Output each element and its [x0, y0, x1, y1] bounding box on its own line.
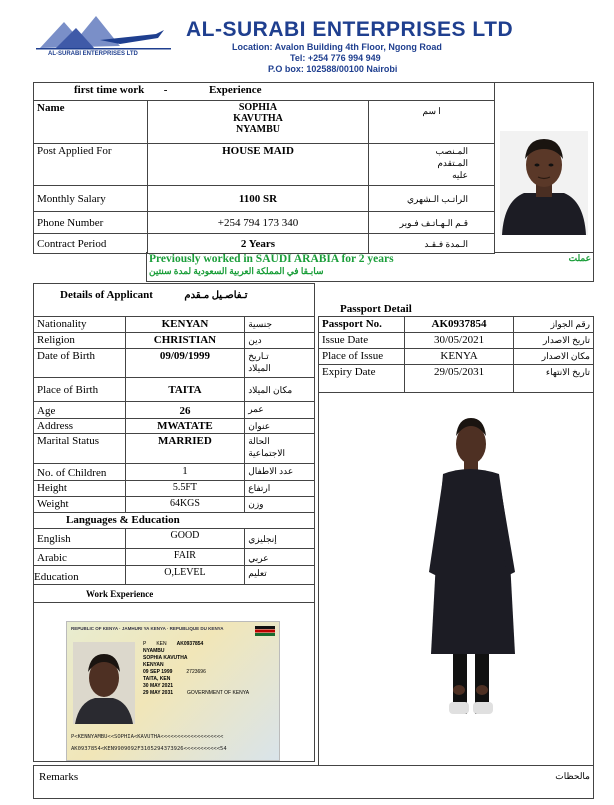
place-issue-arabic: مكان الاصدار — [514, 349, 594, 365]
weight-label: Weight — [34, 497, 126, 513]
passport-card-code: KEN — [156, 641, 167, 647]
height-arabic: ارتفاع — [245, 481, 315, 497]
company-location: Location: Avalon Building 4th Floor, Ngong Road — [232, 42, 442, 52]
applicant-heading: Details of Applicant — [60, 289, 153, 301]
name-value: SOPHIA KAVUTHA NYAMBU — [147, 101, 368, 144]
contract-value: 2 Years — [147, 234, 368, 254]
salary-arabic: الراتـب الـشهري — [369, 186, 495, 212]
remarks-label: Remarks — [39, 771, 79, 783]
experience-note: Previously worked in SAUDI ARABIA for 2 years — [149, 253, 394, 265]
marital-value: MARRIED — [125, 434, 245, 464]
phone-value: +254 794 173 340 — [147, 212, 368, 234]
place-issue-value: KENYA — [404, 349, 514, 365]
remarks-row — [33, 765, 594, 799]
education-value: O,LEVEL — [125, 566, 245, 585]
english-value: GOOD — [125, 529, 245, 549]
remarks-arabic: مالحظات — [555, 771, 590, 781]
expiry-arabic: تاريخ الانتهاء — [514, 365, 594, 393]
age-label: Age — [34, 402, 126, 419]
age-value: 26 — [125, 402, 245, 419]
passport-card-surname: NYAMBU — [143, 648, 165, 654]
passport-no-label: Passport No. — [319, 317, 405, 333]
marital-label: Marital Status — [34, 434, 126, 464]
contract-arabic: الـمدة فـقـد — [369, 234, 495, 254]
applicant-heading-arabic: تـفاصـيل مـقدم — [184, 290, 248, 301]
issue-date-arabic: تاريخ الاصدار — [514, 333, 594, 349]
post-arabic: المـنصب المـتقدم عليه — [369, 144, 495, 186]
salary-label: Monthly Salary — [34, 186, 148, 212]
languages-heading: Languages & Education — [34, 513, 315, 529]
post-value: HOUSE MAID — [147, 144, 368, 186]
issue-date-label: Issue Date — [319, 333, 405, 349]
phone-arabic: قـم الـهـاتـف فـوير — [369, 212, 495, 234]
contract-label: Contract Period — [34, 234, 148, 254]
height-value: 5.5FT — [125, 481, 245, 497]
passport-card-issue: 30 MAY 2021 — [143, 683, 174, 689]
logo-text: AL-SURABI ENTERPRISES LTD — [48, 51, 138, 57]
weight-value: 64KGS — [125, 497, 245, 513]
education-label: Education — [34, 566, 126, 585]
name-label: Name — [34, 101, 148, 144]
experience-note-arabic: سابـقا في المملكة العربية السعودية لمدة سنتين — [149, 266, 324, 276]
post-label: Post Applied For — [34, 144, 148, 186]
religion-label: Religion — [34, 333, 126, 349]
english-label: English — [34, 529, 126, 549]
arabic-arabic: عربي — [245, 549, 315, 566]
applicant-full-body-icon — [319, 392, 595, 766]
pob-value: TAITA — [125, 378, 245, 402]
passport-card-dob: 09 SEP 1999 — [143, 669, 173, 675]
children-label: No. of Children — [34, 464, 126, 481]
mountain-plane-icon — [36, 12, 171, 67]
nationality-label: Nationality — [34, 317, 126, 333]
religion-arabic: دين — [245, 333, 315, 349]
kenya-flag-icon — [255, 626, 275, 636]
company-name: AL-SURABI ENTERPRISES LTD — [186, 18, 514, 41]
dob-label: Date of Birth — [34, 349, 126, 378]
salary-value: 1100 SR — [147, 186, 368, 212]
address-label: Address — [34, 419, 126, 434]
status-sep: - — [163, 84, 168, 96]
height-label: Height — [34, 481, 126, 497]
passport-no-value: AK0937854 — [404, 317, 514, 333]
age-arabic: عمر — [245, 402, 315, 419]
passport-no-arabic: رقم الجواز — [514, 317, 594, 333]
pob-label: Place of Birth — [34, 378, 126, 402]
passport-card-authority: GOVERNMENT OF KENYA — [187, 690, 250, 696]
portrait-box — [494, 82, 594, 253]
name-arabic: ا سم — [369, 101, 495, 144]
status-value: Experience — [208, 84, 262, 96]
phone-label: Phone Number — [34, 212, 148, 234]
weight-arabic: وزن — [245, 497, 315, 513]
passport-card-type: P — [143, 641, 147, 647]
children-arabic: عدد الاطفال — [245, 464, 315, 481]
work-heading: Work Experience — [34, 585, 315, 603]
company-logo — [36, 12, 171, 67]
passport-table — [318, 316, 594, 393]
address-value: MWATATE — [125, 419, 245, 434]
religion-value: CHRISTIAN — [125, 333, 245, 349]
passport-card-pob: TAITA, KEN — [143, 676, 171, 682]
children-value: 1 — [125, 464, 245, 481]
expiry-value: 29/05/2031 — [404, 365, 514, 393]
status-label: first time work — [74, 84, 145, 96]
top-info-table — [33, 82, 495, 254]
passport-card-header: REPUBLIC OF KENYA · JAMHURI YA KENYA · REPUBLIQUE DU KENYA — [71, 626, 224, 631]
arabic-value: FAIR — [125, 549, 245, 566]
passport-card-nationality: KENYAN — [143, 662, 164, 668]
place-issue-label: Place of Issue — [319, 349, 405, 365]
arabic-label: Arabic — [34, 549, 126, 566]
passport-card-expiry: 29 MAY 2031 — [143, 690, 174, 696]
applicant-portrait-icon — [494, 83, 594, 254]
full-body-photo — [318, 392, 594, 766]
marital-arabic: الحالة الاجتماعية — [245, 434, 315, 464]
passport-card-given: SOPHIA KAVUTHA — [143, 655, 188, 661]
passport-scan — [66, 621, 280, 761]
nationality-value: KENYAN — [125, 317, 245, 333]
issue-date-value: 30/05/2021 — [404, 333, 514, 349]
dob-arabic: تـاريخ الميلاد — [245, 349, 315, 378]
company-pobox: P.O box: 102588/00100 Nairobi — [268, 64, 398, 74]
passport-card-number2: 2723696 — [186, 669, 206, 675]
company-tel: Tel: +254 776 994 949 — [290, 53, 381, 63]
experience-row — [146, 252, 594, 282]
address-arabic: عنوان — [245, 419, 315, 434]
passport-photo-icon — [73, 642, 135, 724]
english-arabic: إنجليزي — [245, 529, 315, 549]
dob-value: 09/09/1999 — [125, 349, 245, 378]
passport-mrz-2: AK0937854<KEN9909092F3105294373926<<<<<<<<<<<54 — [71, 746, 227, 752]
nationality-arabic: جنسية — [245, 317, 315, 333]
pob-arabic: مكان الميلاد — [245, 378, 315, 402]
education-arabic: تعليم — [245, 566, 315, 585]
passport-mrz-1: P<KENNYAMBU<<SOPHIA<KAVUTHA<<<<<<<<<<<<<<<<<<< — [71, 734, 224, 740]
passport-heading: Passport Detail — [340, 303, 412, 315]
expiry-label: Expiry Date — [319, 365, 405, 393]
passport-card-number: AK0937854 — [176, 641, 204, 647]
experience-arabic-label: عملت — [568, 253, 591, 263]
